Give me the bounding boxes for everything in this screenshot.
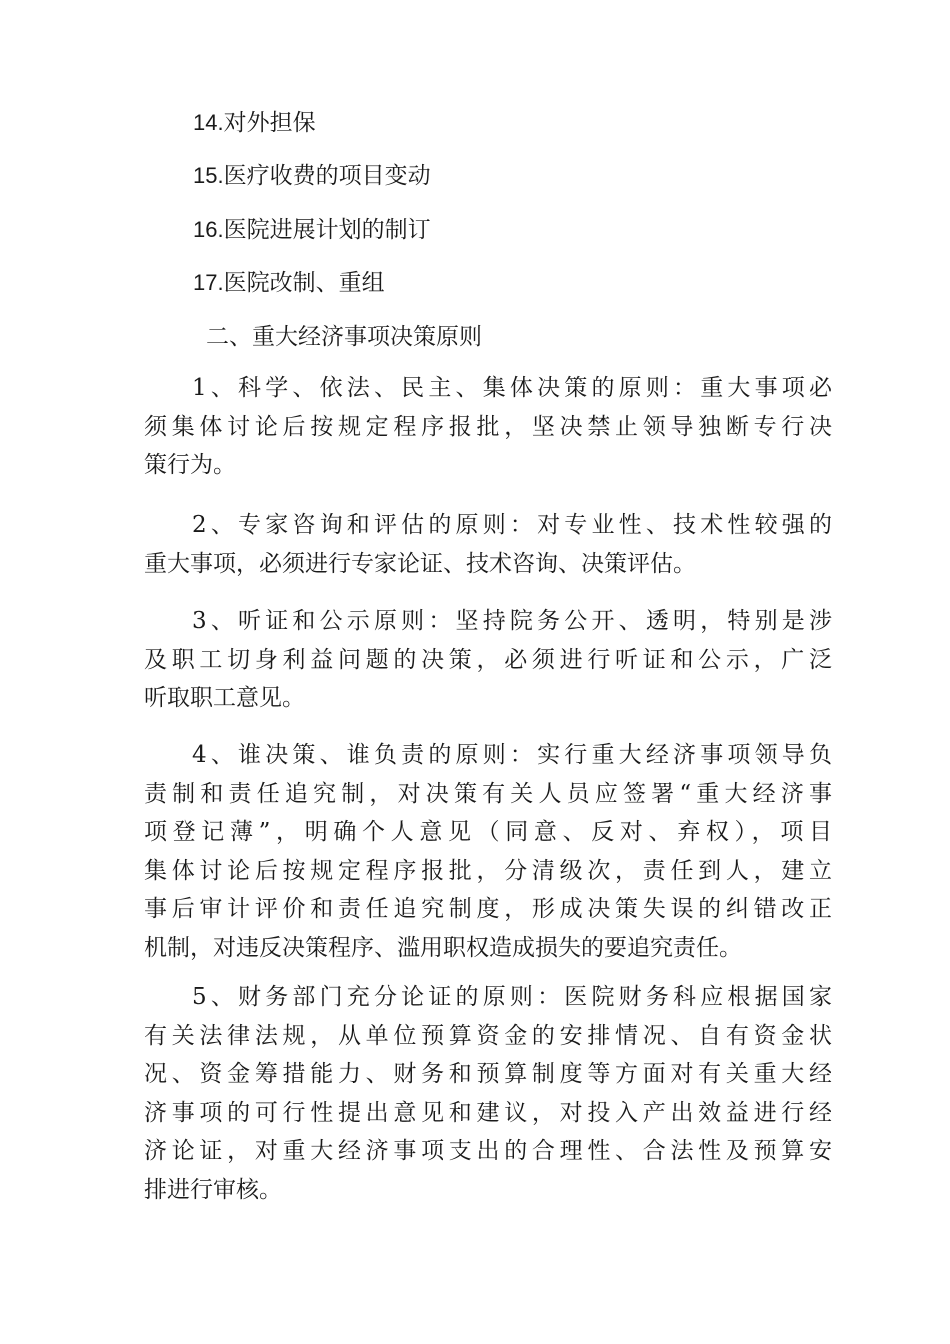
paragraph-line: 事后审计评价和责任追究制度，形成决策失误的纠错改正: [144, 896, 832, 922]
paragraph-line: 项登记薄”，明确个人意见（同意、反对、弃权），项目: [144, 819, 832, 845]
paragraph-line: 2、专家咨询和评估的原则：对专业性、技术性较强的: [192, 512, 832, 538]
list-item-16: [193, 215, 431, 245]
list-item-17: [193, 268, 385, 298]
paragraph-line: 责制和责任追究制，对决策有关人员应签署“重大经济事: [144, 780, 832, 807]
list-item-text: 医院改制、重组: [223, 270, 385, 296]
section-heading: 二、重大经济事项决策原则: [206, 324, 482, 350]
paragraph-line: 听取职工意见。: [144, 685, 305, 711]
paragraph-line: 机制，对违反决策程序、滥用职权造成损失的要追究责任。: [144, 934, 742, 961]
list-item-number: 15.: [193, 163, 224, 188]
paragraph-1: [144, 369, 832, 485]
paragraph-line: 有关法律法规，从单位预算资金的安排情况、自有资金状: [144, 1022, 832, 1049]
paragraph-line: 须集体讨论后按规定程序报批，坚决禁止领导独断专行决: [144, 413, 832, 440]
paragraph-line: 策行为。: [144, 452, 236, 478]
paragraph-line: 5、财务部门充分论证的原则：医院财务科应根据国家: [192, 984, 832, 1010]
paragraph-line: 1、科学、依法、民主、集体决策的原则：重大事项必: [192, 375, 832, 401]
paragraph-line: 济事项的可行性提出意见和建议，对投入产出效益进行经: [144, 1099, 832, 1126]
paragraph-line: 济论证，对重大经济事项支出的合理性、合法性及预算安: [144, 1138, 832, 1164]
list-item-number: 16.: [193, 217, 224, 242]
paragraph-line: 4、谁决策、谁负责的原则：实行重大经济事项领导负: [192, 742, 832, 768]
paragraph-4: [144, 736, 832, 967]
paragraph-line: 况、资金筹措能力、财务和预算制度等方面对有关重大经: [144, 1061, 832, 1087]
paragraph-5: [144, 978, 832, 1209]
paragraph-line: 3、听证和公示原则：坚持院务公开、透明，特别是涉: [192, 608, 832, 634]
paragraph-line: 集体讨论后按规定程序报批，分清级次，责任到人，建立: [144, 857, 832, 884]
paragraph-line: 重大事项，必须进行专家论证、技术咨询、决策评估。: [144, 550, 696, 577]
list-item-number: 17.: [193, 270, 224, 295]
list-item-text: 对外担保: [223, 110, 316, 136]
paragraph-2: [144, 506, 832, 583]
list-item-text: 医疗收费的项目变动: [223, 163, 431, 189]
list-item-text: 医院进展计划的制订: [223, 217, 431, 243]
list-item-15: [193, 161, 431, 191]
paragraph-line: 及职工切身利益问题的决策，必须进行听证和公示，广泛: [144, 646, 832, 673]
list-item-number: 14.: [193, 110, 224, 135]
list-item-14: [193, 108, 316, 138]
paragraph-3: [144, 602, 832, 718]
paragraph-line: 排进行审核。: [144, 1176, 282, 1203]
